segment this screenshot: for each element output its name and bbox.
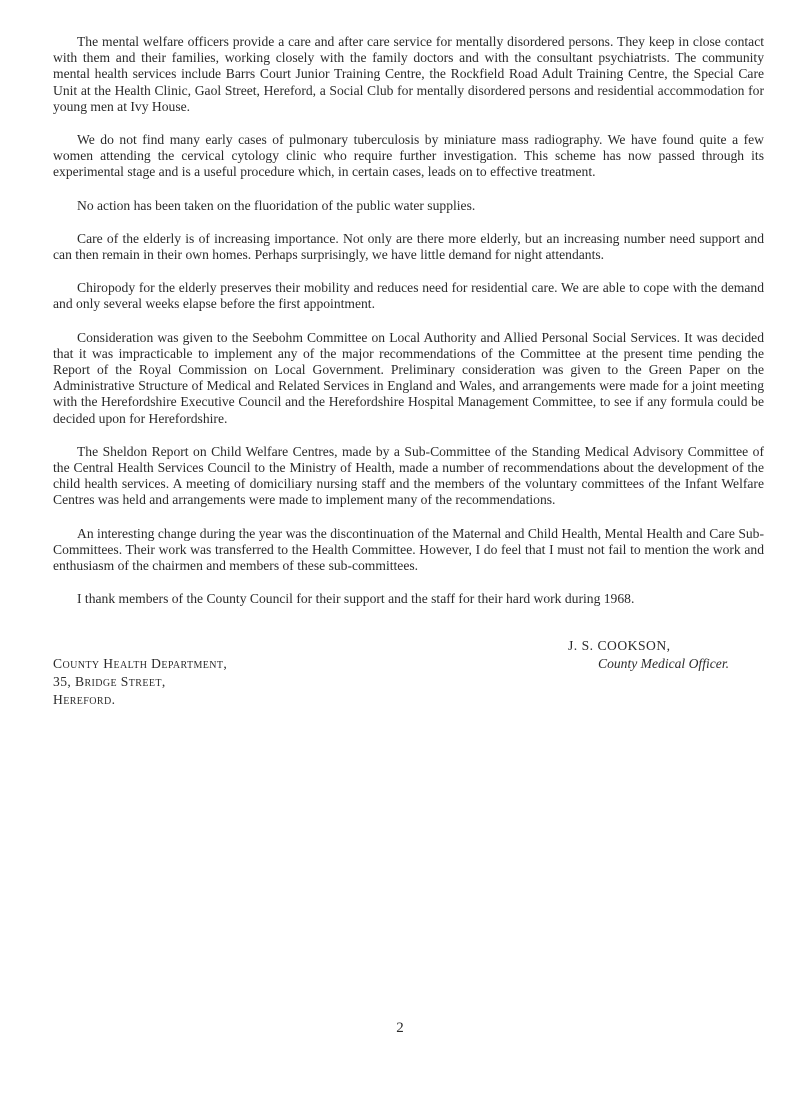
page-number: 2 (396, 1020, 404, 1036)
paragraph-chiropody: Chiropody for the elderly preserves their mobility and reduces need for residential care. We are able to cope with the demand and only several weeks elapse before the first appointment. (53, 280, 764, 312)
paragraph-fluoridation: No action has been taken on the fluoridation of the public water supplies. (77, 197, 476, 213)
paragraph-tuberculosis-cytology: We do not find many early cases of pulmonary tuberculosis by miniature mass radiography. We have found quite a few women attending the cervical cytology clinic who require further investigation. This scheme has now passed through its experimental stage and is a useful procedure which, in certain cases, leads on to effective treatment. (53, 132, 764, 180)
sender-address (53, 655, 227, 709)
paragraph-sheldon-report: The Sheldon Report on Child Welfare Centres, made by a Sub-Committee of the Standing Medical Advisory Committee of the Central Health Services Council to the Ministry of Health, made a number of recommendations about the development of the child health services. A meeting of domiciliary nursing staff and the members of the voluntary committees of the Infant Welfare Centres was held and arrangements were made to implement many of the recommendations. (53, 443, 764, 508)
paragraph-sub-committees: An interesting change during the year was the discontinuation of the Maternal and Child Health, Mental Health and Care Sub-Committees. Their work was transferred to the Health Committee. However, I do feel that I must not fail to mention the work and enthusiasm of the chairmen and members of these sub-committees. (53, 525, 764, 574)
address-line: Hereford. (53, 692, 116, 708)
signature-title: County Medical Officer. (598, 656, 729, 672)
address-line: County Health Department, (53, 656, 228, 672)
closing-block (53, 637, 764, 747)
paragraph-thanks: I thank members of the County Council for their support and the staff for their hard work during 1968. (77, 591, 635, 607)
address-line: 35, Bridge Street, (53, 674, 166, 690)
paragraph-care-of-elderly: Care of the elderly is of increasing importance. Not only are there more elderly, but an increasing number need support and can then remain in their own homes. Perhaps surprisingly, we have little demand for night attendants. (53, 230, 764, 263)
report-body (53, 34, 764, 607)
signature-name: J. S. COOKSON, (568, 638, 671, 654)
paragraph-seebohm-committee: Consideration was given to the Seebohm Committee on Local Authority and Allied Personal Social Services. It was decided that it was impracticable to implement any of the major recommendations of the Committee at the present time pending the Report of the Royal Commission on Local Government. Preliminary consideration was given to the Green Paper on the Administrative Structure of Medical and Related Services in England and Wales, and arrangements were made for a joint meeting with the Herefordshire Executive Council and the Herefordshire Hospital Management Committee, to see if any formula could be decided upon for Herefordshire. (53, 329, 764, 426)
paragraph-mental-welfare: The mental welfare officers provide a care and after care service for mentally disordered persons. They keep in close contact with them and their families, working closely with the family doctors and with the consultant psychiatrists. The community mental health services include Barrs Court Junior Training Centre, the Rockfield Road Adult Training Centre, the Special Care Unit at the Health Clinic, Gaol Street, Hereford, a Social Club for mentally disordered persons and residential accommodation for young men at Ivy House. (53, 34, 764, 114)
